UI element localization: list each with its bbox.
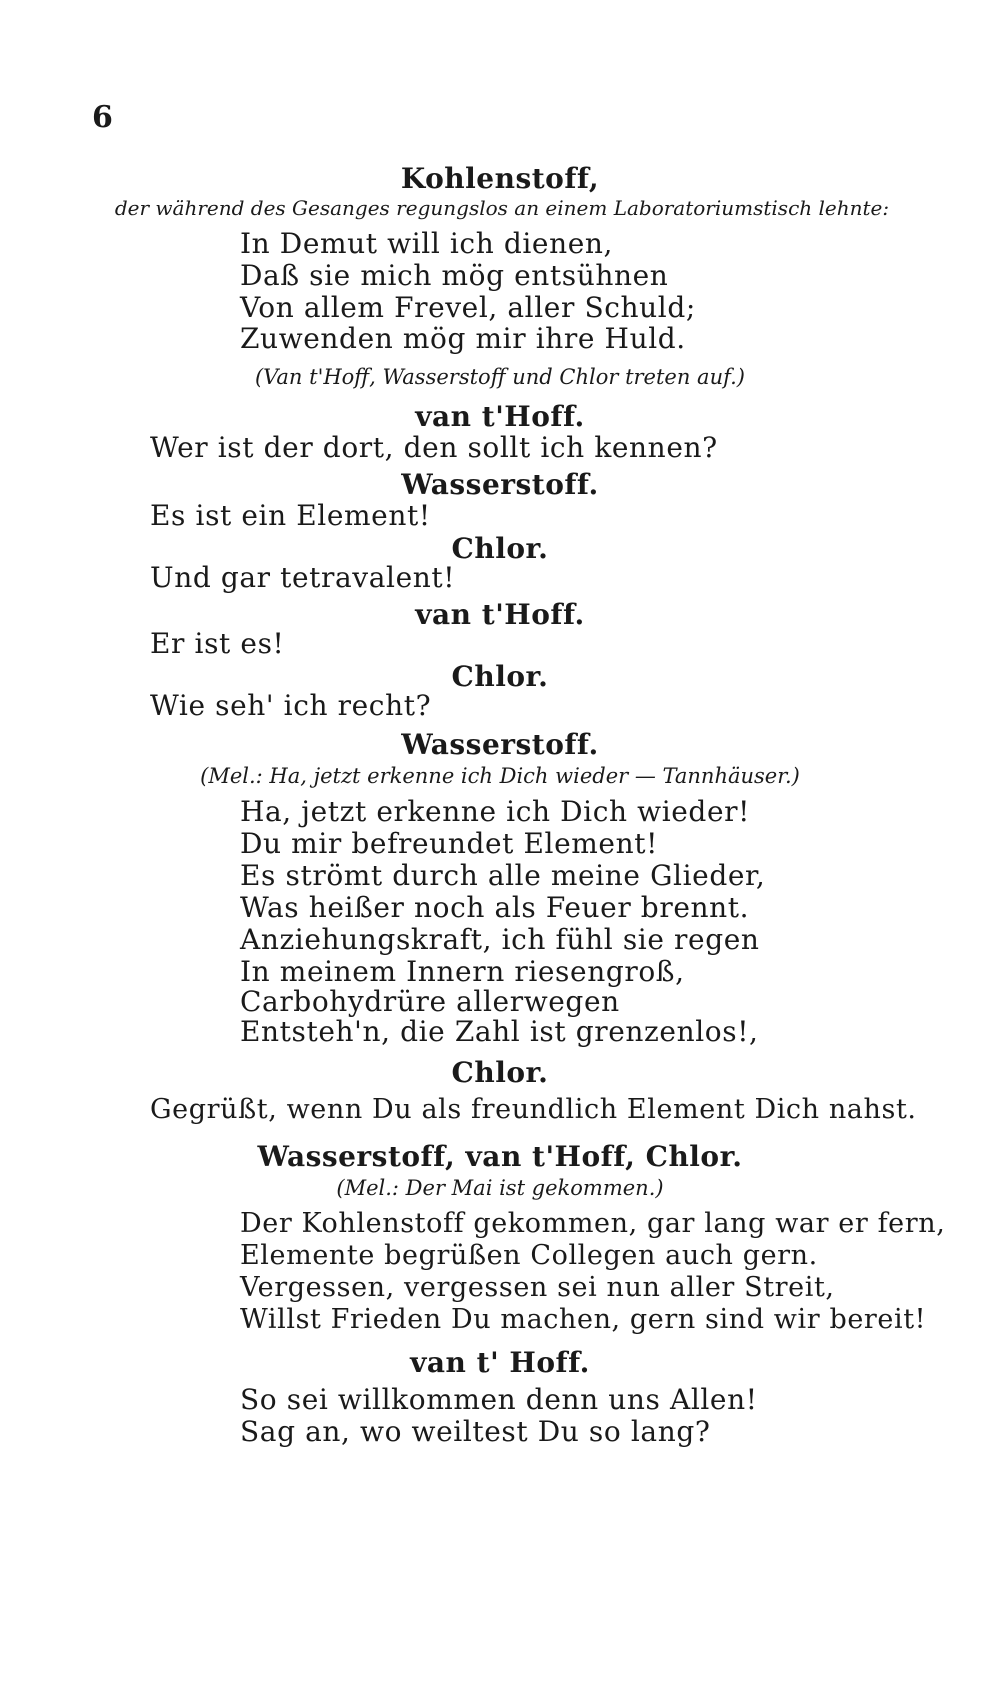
- verse-line: Es strömt durch alle meine Glieder,: [240, 859, 766, 892]
- verse-line: Du mir befreundet Element!: [240, 827, 658, 860]
- verse-line: Was heißer noch als Feuer brennt.: [240, 891, 750, 924]
- speaker-heading: Wasserstoff, van t'Hoff, Chlor.: [257, 1140, 743, 1173]
- verse-line: Zuwenden mög mir ihre Huld.: [240, 322, 686, 355]
- verse-line: In Demut will ich dienen,: [240, 227, 614, 260]
- verse-line: Carbohydrüre allerwegen: [240, 985, 620, 1018]
- speaker-heading: Wasserstoff.: [401, 468, 599, 501]
- speaker-heading: Chlor.: [451, 532, 549, 565]
- verse-line: Entsteh'n, die Zahl ist grenzenlos!,: [240, 1015, 759, 1048]
- verse-line: Anziehungskraft, ich fühl sie regen: [240, 923, 760, 956]
- verse-line: Gegrüßt, wenn Du als freundlich Element Dich nahst.: [150, 1094, 917, 1125]
- verse-line: So sei willkommen denn uns Allen!: [240, 1383, 758, 1416]
- stage-direction: (Van t'Hoff, Wasserstoff und Chlor treten auf.): [254, 365, 745, 389]
- verse-line: Der Kohlenstoff gekommen, gar lang war er fern,: [240, 1208, 946, 1239]
- speaker-heading: van t' Hoff.: [410, 1346, 590, 1379]
- stage-direction: der während des Gesanges regungslos an einem Laboratoriumstisch lehnte:: [114, 196, 890, 220]
- verse-line: Daß sie mich mög entsühnen: [240, 259, 669, 292]
- speaker-heading: Chlor.: [451, 1056, 549, 1089]
- verse-line: Er ist es!: [150, 627, 285, 660]
- speaker-heading: Wasserstoff.: [401, 728, 599, 761]
- verse-line: Es ist ein Element!: [150, 499, 431, 532]
- verse-line: Und gar tetravalent!: [150, 561, 456, 594]
- stage-direction: (Mel.: Der Mai ist gekommen.): [336, 1176, 664, 1200]
- verse-line: Wer ist der dort, den sollt ich kennen?: [150, 431, 718, 464]
- stage-direction: (Mel.: Ha, jetzt erkenne ich Dich wieder — Tannhäuser.): [200, 764, 800, 788]
- verse-line: Vergessen, vergessen sei nun aller Streit,: [240, 1272, 835, 1303]
- verse-line: Von allem Frevel, aller Schuld;: [240, 291, 696, 324]
- verse-line: Willst Frieden Du machen, gern sind wir bereit!: [240, 1304, 927, 1335]
- verse-line: Elemente begrüßen Collegen auch gern.: [240, 1240, 818, 1271]
- verse-line: Wie seh' ich recht?: [150, 689, 432, 722]
- speaker-heading: van t'Hoff.: [415, 598, 585, 631]
- verse-line: Ha, jetzt erkenne ich Dich wieder!: [240, 795, 750, 828]
- page-number: 6: [92, 100, 113, 135]
- speaker-heading: van t'Hoff.: [415, 400, 585, 433]
- verse-line: In meinem Innern riesengroß,: [240, 955, 685, 988]
- speaker-heading: Kohlenstoff,: [400, 162, 600, 195]
- verse-line: Sag an, wo weiltest Du so lang?: [240, 1415, 711, 1448]
- speaker-heading: Chlor.: [451, 660, 549, 693]
